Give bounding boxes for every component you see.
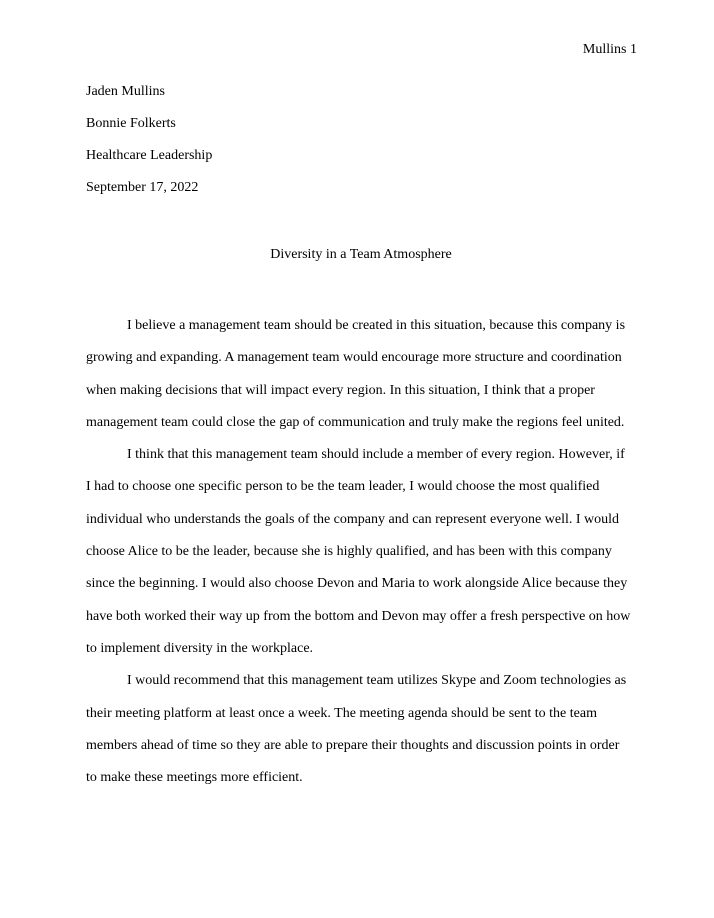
document-body xyxy=(86,310,638,794)
mla-heading xyxy=(86,83,646,211)
text-line: choose Alice to be the leader, because she is highly qualified, and has been with this company xyxy=(86,544,612,560)
text-line: their meeting platform at least once a week. The meeting agenda should be sent to the team xyxy=(86,705,597,721)
text-line: to make these meetings more efficient. xyxy=(86,770,303,786)
text-line: I had to choose one specific person to be the team leader, I would choose the most qualified xyxy=(86,479,600,495)
document-date: September 17, 2022 xyxy=(86,180,199,195)
text-line: to implement diversity in the workplace. xyxy=(86,640,314,656)
instructor-name: Bonnie Folkerts xyxy=(86,116,176,131)
text-line: I think that this management team should include a member of every region. However, if xyxy=(127,447,625,463)
text-line: I believe a management team should be created in this situation, because this company is xyxy=(127,318,626,333)
course-name: Healthcare Leadership xyxy=(86,148,213,163)
text-line: when making decisions that will impact every region. In this situation, I think that a proper xyxy=(86,382,595,398)
text-line: growing and expanding. A management team would encourage more structure and coordination xyxy=(86,350,622,366)
text-line: individual who understands the goals of the company and can represent everyone well. I would xyxy=(86,511,620,527)
paragraph-1 xyxy=(86,310,638,439)
text-line: members ahead of time so they are able to prepare their thoughts and discussion points in order xyxy=(86,737,620,753)
text-line: management team could close the gap of communication and truly make the regions feel united. xyxy=(86,414,625,430)
paragraph-3 xyxy=(86,665,638,794)
text-line: since the beginning. I would also choose Devon and Maria to work alongside Alice because they xyxy=(86,576,628,592)
paragraph-2 xyxy=(86,439,638,665)
text-line: have both worked their way up from the bottom and Devon may offer a fresh perspective on how xyxy=(86,608,631,624)
student-name: Jaden Mullins xyxy=(86,84,165,99)
document-title: Diversity in a Team Atmosphere xyxy=(270,247,452,262)
running-header: Mullins 1 xyxy=(582,42,637,57)
text-line: I would recommend that this management team utilizes Skype and Zoom technologies as xyxy=(127,673,627,689)
